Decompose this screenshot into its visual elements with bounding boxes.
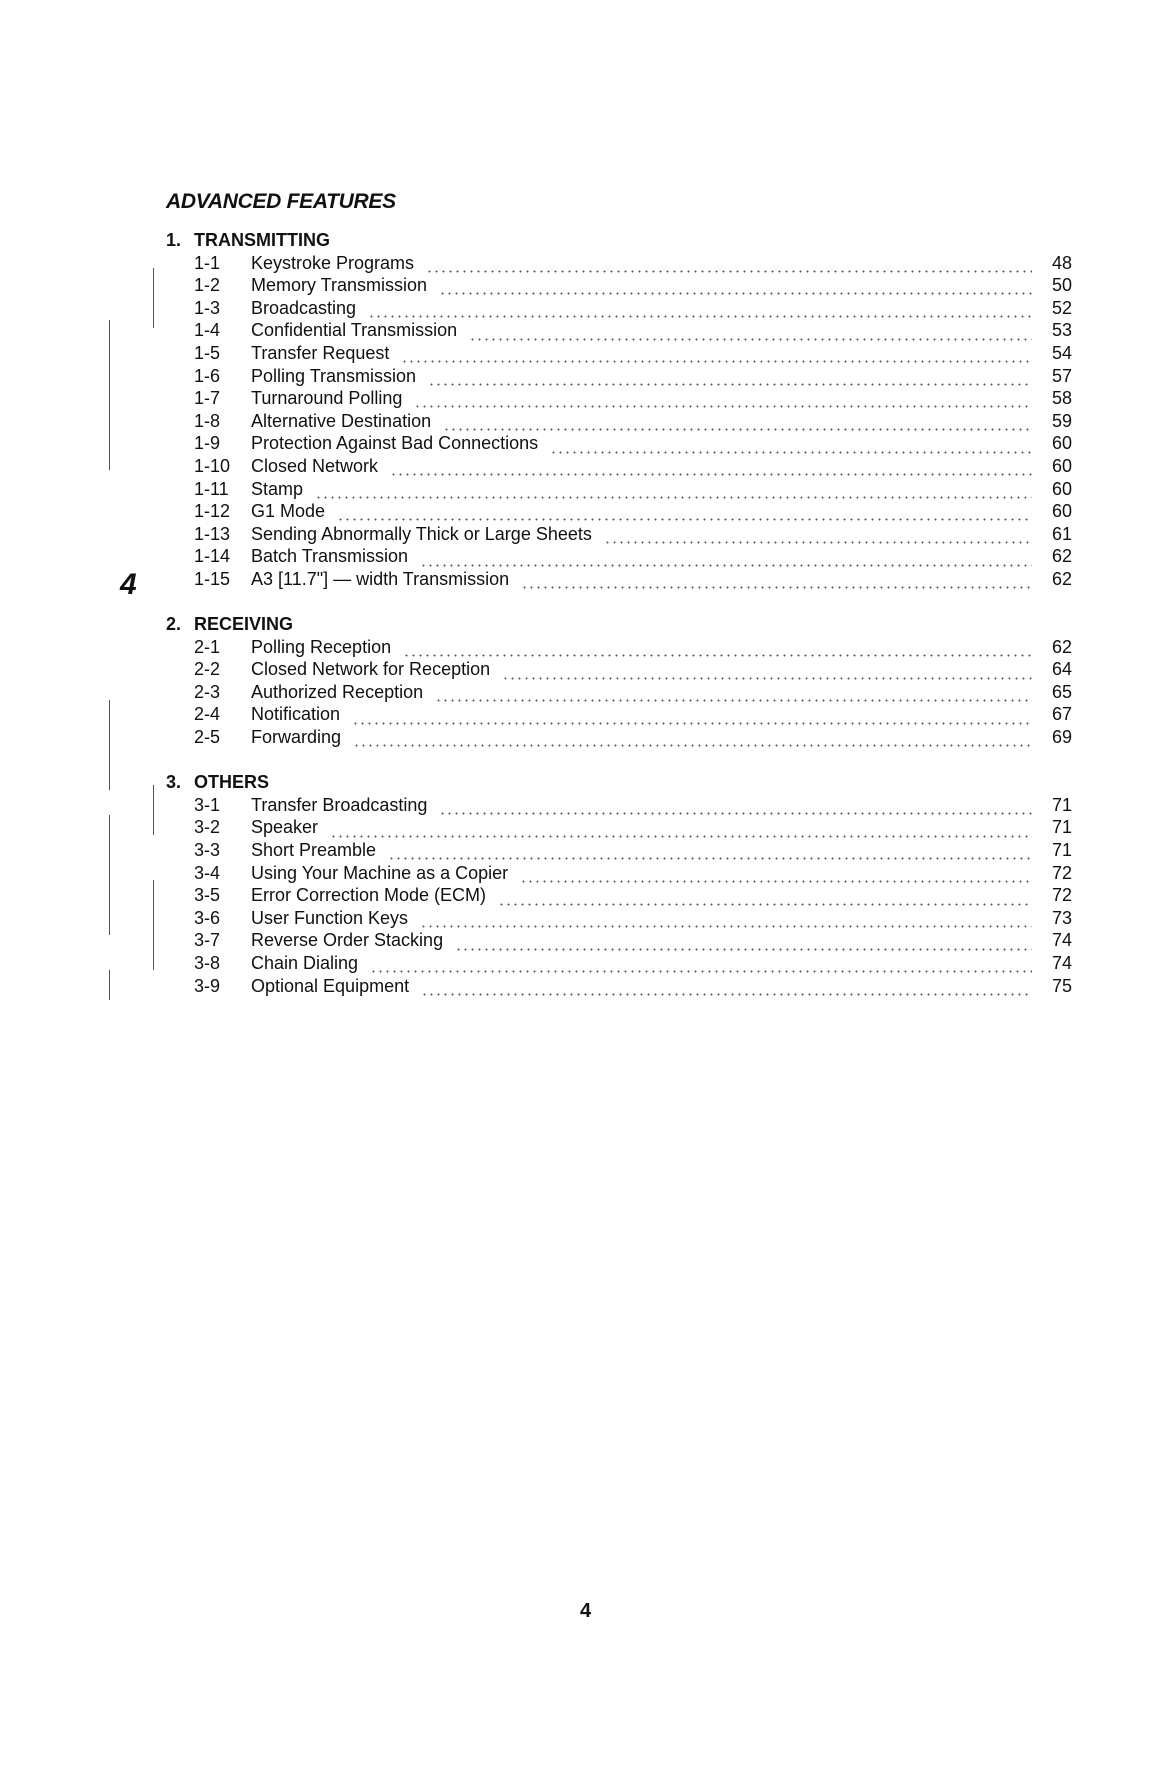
toc-entry[interactable]: 3-4 Using Your Machine as a Copier 72 xyxy=(194,862,1072,883)
toc-entry[interactable]: 1-12 G1 Mode 60 xyxy=(194,501,1072,522)
toc-entry[interactable]: 2-2 Closed Network for Reception 64 xyxy=(194,659,1072,680)
dot-leader xyxy=(421,984,1032,996)
dot-leader xyxy=(443,419,1032,431)
dot-leader xyxy=(521,577,1032,589)
toc-entry[interactable]: 3-5 Error Correction Mode (ECM) 72 xyxy=(194,885,1072,906)
toc-entry[interactable]: 1-2 Memory Transmission 50 xyxy=(194,275,1072,296)
scan-edge-line xyxy=(109,320,110,470)
dot-leader xyxy=(469,329,1032,341)
section-heading: 2. RECEIVING xyxy=(166,614,294,635)
chapter-tab-marker: 4 xyxy=(120,568,137,601)
toc-entry[interactable]: 2-3 Authorized Reception 65 xyxy=(194,681,1072,702)
scan-edge-line xyxy=(153,785,154,835)
dot-leader xyxy=(604,532,1032,544)
dot-leader xyxy=(390,464,1032,476)
toc-entry[interactable]: 1-11 Stamp 60 xyxy=(194,478,1072,499)
toc-entry[interactable]: 3-7 Reverse Order Stacking 74 xyxy=(194,930,1072,951)
dot-leader xyxy=(315,487,1032,499)
toc-entry[interactable]: 1-8 Alternative Destination 59 xyxy=(194,410,1072,431)
toc-section-transmitting xyxy=(166,229,1072,591)
page-number: 4 xyxy=(580,1600,592,1622)
dot-leader xyxy=(388,848,1032,860)
dot-leader xyxy=(414,396,1032,408)
toc-entry[interactable]: 3-3 Short Preamble 71 xyxy=(194,840,1072,861)
dot-leader xyxy=(498,894,1032,906)
toc-entry[interactable]: 1-4 Confidential Transmission 53 xyxy=(194,320,1072,341)
toc-section-receiving xyxy=(166,613,1072,749)
toc-entry[interactable]: 1-3 Broadcasting 52 xyxy=(194,297,1072,318)
dot-leader xyxy=(352,713,1032,725)
toc-entry[interactable]: 2-4 Notification 67 xyxy=(194,704,1072,725)
toc-entry[interactable]: 1-7 Turnaround Polling 58 xyxy=(194,388,1072,409)
toc-section-others xyxy=(166,771,1072,997)
dot-leader xyxy=(420,555,1032,567)
dot-leader xyxy=(502,668,1032,680)
scan-edge-line xyxy=(109,700,110,790)
dot-leader xyxy=(520,871,1032,883)
dot-leader xyxy=(403,645,1032,657)
dot-leader xyxy=(428,374,1032,386)
scan-edge-line xyxy=(153,880,154,970)
dot-leader xyxy=(426,261,1032,273)
section-heading: 3. OTHERS xyxy=(166,772,270,793)
page-heading: ADVANCED FEATURES xyxy=(166,190,396,213)
toc-entry[interactable]: 3-2 Speaker 71 xyxy=(194,817,1072,838)
dot-leader xyxy=(370,961,1032,973)
dot-leader xyxy=(337,509,1032,521)
toc-entry[interactable]: 3-6 User Function Keys 73 xyxy=(194,907,1072,928)
dot-leader xyxy=(401,351,1032,363)
toc-entry[interactable]: 1-1 Keystroke Programs 48 xyxy=(194,252,1072,273)
toc-entry[interactable]: 2-1 Polling Reception 62 xyxy=(194,636,1072,657)
dot-leader xyxy=(550,442,1032,454)
toc-entry[interactable]: 1-6 Polling Transmission 57 xyxy=(194,365,1072,386)
toc-entry[interactable]: 3-1 Transfer Broadcasting 71 xyxy=(194,794,1072,815)
dot-leader xyxy=(435,690,1032,702)
toc-entry[interactable]: 2-5 Forwarding 69 xyxy=(194,727,1072,748)
toc-entry[interactable]: 1-15 A3 [11.7"] — width Transmission 62 xyxy=(194,568,1072,589)
toc-entry[interactable]: 3-9 Optional Equipment 75 xyxy=(194,975,1072,996)
section-heading: 1. TRANSMITTING xyxy=(166,230,330,250)
toc-entry[interactable]: 3-8 Chain Dialing 74 xyxy=(194,953,1072,973)
scan-edge-line xyxy=(153,268,154,328)
scan-edge-line xyxy=(109,815,110,935)
dot-leader xyxy=(455,939,1032,951)
toc-entry[interactable]: 1-5 Transfer Request 54 xyxy=(194,342,1072,363)
scan-edge-line xyxy=(109,970,110,1000)
dot-leader xyxy=(330,826,1032,838)
toc-entry[interactable]: 1-13 Sending Abnormally Thick or Large Sheets 61 xyxy=(194,523,1072,544)
toc-entry[interactable]: 1-9 Protection Against Bad Connections 60 xyxy=(194,433,1072,454)
dot-leader xyxy=(420,916,1032,928)
toc-entry[interactable]: 1-10 Closed Network 60 xyxy=(194,455,1072,476)
dot-leader xyxy=(353,735,1032,747)
dot-leader xyxy=(439,803,1032,815)
dot-leader xyxy=(439,283,1032,295)
dot-leader xyxy=(368,306,1032,318)
toc-entry[interactable]: 1-14 Batch Transmission 62 xyxy=(194,546,1072,567)
table-of-contents xyxy=(166,229,1072,1020)
